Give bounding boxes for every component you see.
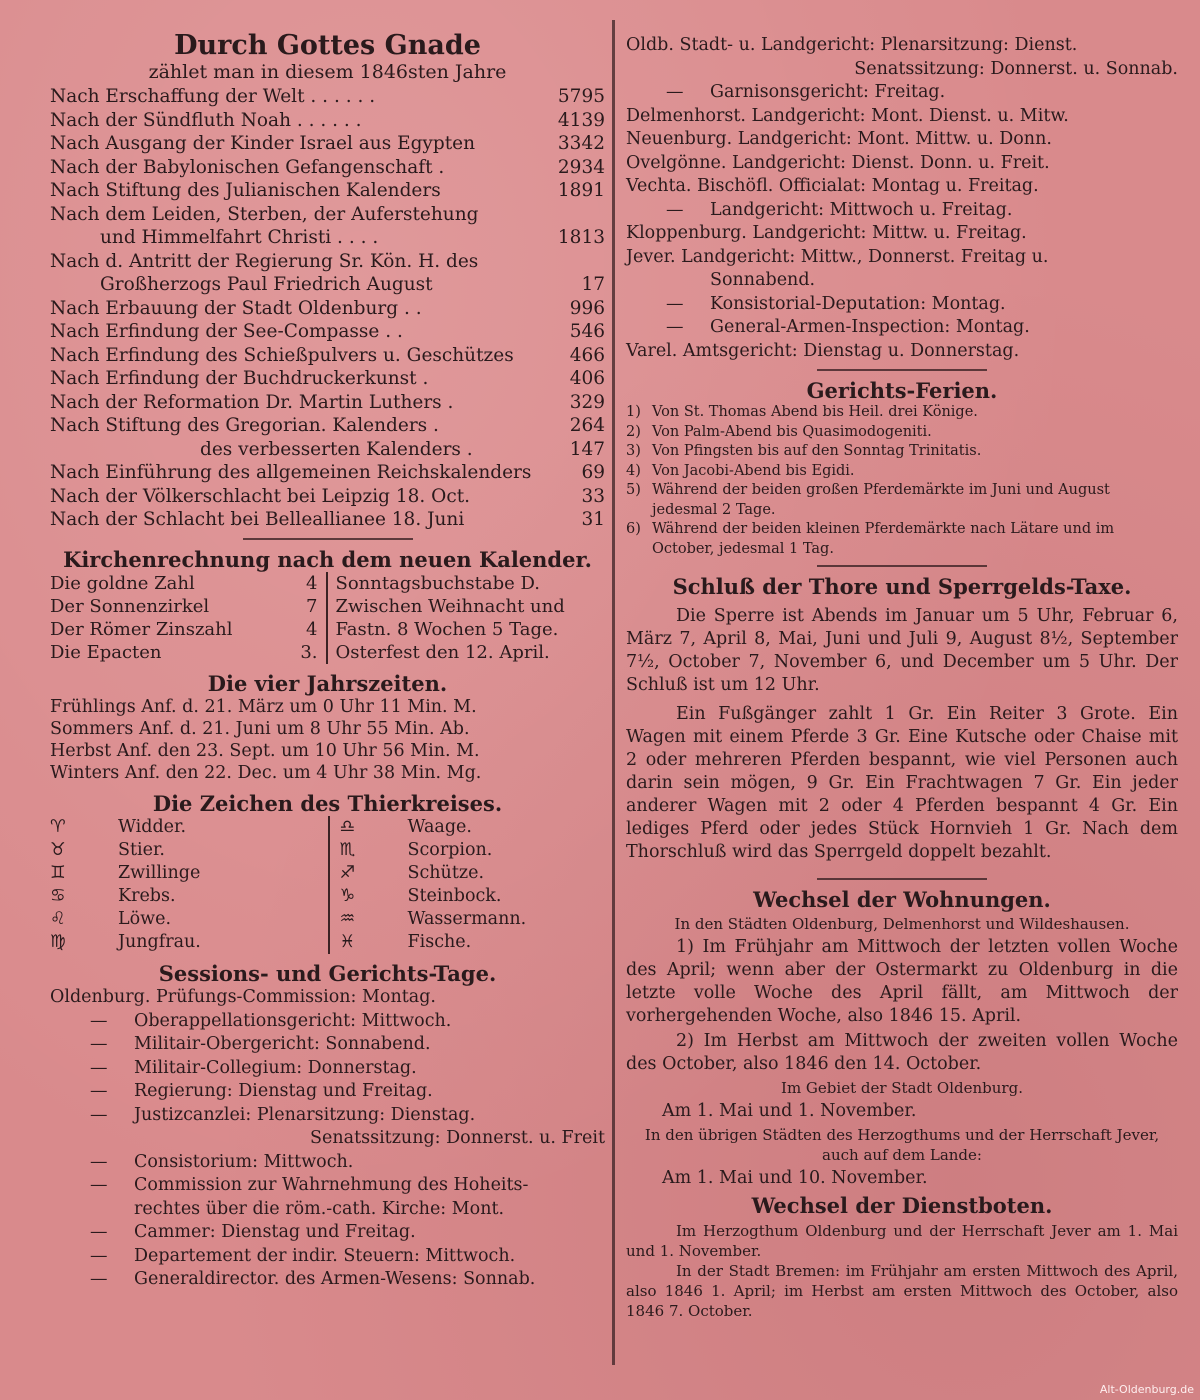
session-line: Sonnabend.	[710, 270, 816, 290]
ferien-item	[626, 481, 1178, 520]
era-row	[50, 297, 605, 321]
zodiac-name: Steinbock.	[407, 885, 502, 906]
ferien-item	[626, 520, 1178, 559]
ferien-number: 1)	[626, 404, 641, 421]
session-text: Regierung: Dienstag und Freitag.	[134, 1081, 433, 1102]
era-row	[50, 461, 605, 485]
main-subtitle: zählet man in diesem 1846sten Jahre	[148, 61, 507, 84]
ferien-text: Von St. Thomas Abend bis Heil. drei Könige.	[652, 404, 978, 421]
era-row	[50, 508, 605, 532]
session-text: Justizcanzlei: Plenarsitzung: Dienstag.	[134, 1104, 476, 1125]
era-years: 17	[581, 274, 605, 296]
season-line: Sommers Anf. d. 21. Juni um 8 Uhr 55 Min. Ab.	[50, 718, 470, 739]
era-text: Nach Erschaffung der Welt . . . . . .	[50, 86, 376, 108]
kirche-right-cell: Zwischen Weihnacht und	[335, 595, 565, 617]
kirche-value: 4	[306, 572, 318, 594]
kirche-label: Die goldne Zahl	[50, 572, 195, 594]
kirche-right-cell: Fastn. 8 Wochen 5 Tage.	[335, 618, 559, 640]
era-row	[50, 320, 605, 344]
session-line	[50, 1174, 605, 1198]
session-text: Oberappellationsgericht: Mittwoch.	[134, 1010, 452, 1031]
session-text: Consistorium: Mittwoch.	[134, 1151, 354, 1172]
era-years: 5795	[557, 86, 605, 108]
ferien-number: 5)	[626, 482, 641, 499]
wohnungen-paragraph-2: 2) Im Herbst am Mittwoch der zweiten vollen Woche des October, also 1846 den 14. October.	[626, 1031, 1178, 1075]
dash-mark: —	[666, 317, 684, 337]
era-row	[50, 344, 605, 368]
dienstboten-title: Wechsel der Dienstboten.	[751, 1193, 1053, 1219]
ferien-text: Von Jacobi-Abend bis Egidi.	[652, 462, 855, 479]
session-line	[626, 81, 1178, 105]
wohnungen-title: Wechsel der Wohnungen.	[753, 887, 1051, 913]
kirche-right-cell: Osterfest den 12. April.	[335, 641, 550, 663]
session-line	[626, 293, 1178, 317]
zodiac-sign-icon: ♏	[339, 839, 356, 860]
session-text: Landgericht: Mittwoch u. Freitag.	[710, 199, 1013, 220]
era-years: 1891	[557, 180, 605, 202]
season-line: Frühlings Anf. d. 21. März um 0 Uhr 11 Min. M.	[50, 696, 477, 717]
era-row	[50, 250, 605, 274]
era-text: Nach Ausgang der Kinder Israel aus Egypten	[50, 133, 476, 155]
era-text: Nach Erfindung der Buchdruckerkunst .	[50, 368, 429, 390]
session-line: rechtes über die röm.-cath. Kirche: Mont.	[134, 1198, 505, 1219]
session-line	[50, 1245, 605, 1269]
wohnungen-paragraph-1: 1) Im Frühjahr am Mittwoch der letzten vollen Woche des April; wenn aber der Ostermarkt zu Oldenburg in die letzte volle Woche des April fällt, am Mittwoch der vorhergehenden Woche, also 1846 15. April.	[626, 937, 1178, 1027]
thierkreis-title: Die Zeichen des Thierkreises.	[152, 790, 503, 816]
sessions-title: Sessions- und Gerichts-Tage.	[158, 960, 497, 986]
session-line	[626, 199, 1178, 223]
thierkreis-table	[50, 816, 605, 954]
zodiac-cell	[328, 839, 606, 862]
ferien-text: Während der beiden großen Pferdemärkte im Juni und August jedesmal 2 Tage.	[652, 482, 1110, 518]
session-text: Konsistorial-Deputation: Montag.	[710, 293, 1006, 314]
ferien-text: Von Palm-Abend bis Quasimodogeniti.	[652, 423, 932, 440]
section-rule	[243, 538, 413, 540]
zodiac-name: Krebs.	[118, 885, 176, 906]
era-row	[50, 226, 605, 250]
section-rule	[817, 369, 987, 371]
era-years: 466	[569, 344, 605, 366]
ferien-number: 3)	[626, 443, 641, 460]
era-years: 406	[569, 368, 605, 390]
kirche-right-cell: Sonntagsbuchstabe D.	[335, 572, 540, 594]
era-row	[50, 391, 605, 415]
session-line: Delmenhorst. Landgericht: Mont. Dienst. u. Mitw.	[626, 105, 1069, 126]
era-row	[50, 485, 605, 509]
era-years: 2934	[557, 156, 605, 178]
era-text: Nach dem Leiden, Sterben, der Auferstehung	[50, 203, 479, 225]
session-line: Vechta. Bischöfl. Officialat: Montag u. Freitag.	[626, 176, 1039, 196]
dash-mark: —	[90, 1151, 108, 1172]
column-divider	[612, 20, 615, 1365]
kirche-value: 3.	[300, 641, 318, 663]
zodiac-sign-icon: ♈	[50, 816, 66, 837]
kirche-left-cell	[50, 572, 328, 595]
session-line: Neuenburg. Landgericht: Mont. Mittw. u. Donn.	[626, 129, 1052, 149]
era-years: 31	[581, 509, 605, 531]
jahrszeiten-list	[50, 696, 605, 784]
era-years: 264	[569, 415, 605, 437]
zodiac-cell	[50, 885, 328, 908]
dash-mark: —	[666, 199, 684, 220]
era-years: 1813	[557, 227, 605, 249]
dash-mark: —	[90, 1034, 108, 1055]
dash-mark: —	[666, 82, 684, 102]
era-text: und Himmelfahrt Christi . . . .	[100, 227, 379, 249]
dash-mark: —	[90, 1057, 108, 1078]
kirche-value: 7	[306, 595, 318, 617]
session-line: Oldb. Stadt- u. Landgericht: Plenarsitzung: Dienst.	[626, 35, 1078, 55]
ferien-list	[626, 403, 1178, 559]
session-text: Garnisonsgericht: Freitag.	[710, 82, 946, 102]
era-row	[50, 414, 605, 438]
ferien-text: Während der beiden kleinen Pferdemärkte nach Lätare und im October, jedesmal 1 Tag.	[652, 521, 1115, 557]
zodiac-sign-icon: ♊	[50, 862, 66, 883]
era-text: Nach der Völkerschlacht bei Leipzig 18. Oct.	[50, 485, 471, 507]
dash-mark: —	[90, 1104, 108, 1125]
era-text: Großherzogs Paul Friedrich August	[100, 274, 433, 296]
session-text: Departement der indir. Steuern: Mittwoch.	[134, 1245, 516, 1266]
session-line: Senatssitzung: Donnerst. u. Freit	[310, 1128, 605, 1149]
left-column	[50, 30, 605, 1292]
era-text: Nach Stiftung des Gregorian. Kalenders .	[50, 415, 439, 437]
zodiac-cell	[328, 931, 606, 954]
wohnungen-gebiet: Im Gebiet der Stadt Oldenburg.	[781, 1079, 1023, 1098]
kirche-left-cell	[50, 641, 328, 664]
zodiac-sign-icon: ♓	[339, 931, 356, 952]
wohnungen-gebiet-dates: Am 1. Mai und 1. November.	[662, 1101, 917, 1122]
ferien-number: 6)	[626, 521, 641, 538]
kirche-label: Der Römer Zinszahl	[50, 618, 233, 640]
zodiac-sign-icon: ♒	[339, 908, 356, 929]
zodiac-sign-icon: ♋	[50, 885, 66, 906]
kirche-label: Die Epacten	[50, 641, 162, 663]
thore-paragraph-2: Ein Fußgänger zahlt 1 Gr. Ein Reiter 3 Grote. Ein Wagen mit einem Pferde 3 Gr. Eine Kutsche oder Chaise mit 2 oder mehreren Pferden bespannt, wie viel Personen auch darin sein mögen, 9 Gr. Ein Frachtwagen 7 Gr. Ein jeder anderer Wagen mit 2 oder 4 Pferden bespannt 4 Gr. Ein lediges Pferd oder jedes Stück Hornvieh 1 Gr. Nach dem Thorschluß wird das Sperrgeld doppelt bezahlt.	[626, 704, 1178, 863]
era-row	[50, 438, 605, 462]
era-row	[50, 132, 605, 156]
session-line: Ovelgönne. Landgericht: Dienst. Donn. u. Freit.	[626, 152, 1050, 173]
zodiac-name: Widder.	[118, 816, 187, 837]
season-line: Winters Anf. den 22. Dec. um 4 Uhr 38 Min. Mg.	[50, 762, 482, 783]
zodiac-sign-icon: ♎	[339, 816, 356, 837]
ferien-text: Von Pfingsten bis auf den Sonntag Trinitatis.	[652, 443, 982, 460]
section-rule	[817, 878, 987, 880]
era-text: Nach Erfindung der See-Compasse . .	[50, 321, 403, 343]
era-text: Nach Erfindung des Schießpulvers u. Geschützes	[50, 344, 514, 366]
zodiac-cell	[50, 839, 328, 862]
zodiac-sign-icon: ♐	[339, 862, 356, 883]
right-column	[626, 34, 1178, 1321]
wohnungen-intro: In den Städten Oldenburg, Delmenhorst und Wildeshausen.	[674, 915, 1130, 934]
session-line	[50, 1010, 605, 1034]
ferien-title: Gerichts-Ferien.	[806, 378, 998, 403]
zodiac-name: Zwillinge	[118, 862, 201, 883]
session-line	[50, 1080, 605, 1104]
ferien-item	[626, 442, 1178, 462]
session-line: Varel. Amtsgericht: Dienstag u. Donnerstag.	[626, 340, 1020, 361]
era-text: Nach Erbauung der Stadt Oldenburg . .	[50, 297, 422, 319]
era-years: 329	[569, 391, 605, 413]
wohnungen-uebrige: In den übrigen Städten des Herzogthums und der Herrschaft Jever, auch auf dem Lande:	[644, 1126, 1160, 1165]
session-line	[50, 1104, 605, 1128]
zodiac-cell	[328, 816, 606, 839]
session-line: Oldenburg. Prüfungs-Commission: Montag.	[50, 987, 436, 1008]
ferien-item	[626, 403, 1178, 423]
section-rule	[817, 565, 987, 567]
era-years: 69	[581, 462, 605, 484]
session-text: Militair-Collegium: Donnerstag.	[134, 1057, 417, 1078]
zodiac-cell	[50, 908, 328, 931]
era-row	[50, 156, 605, 180]
zodiac-name: Waage.	[407, 816, 472, 837]
era-row	[50, 85, 605, 109]
session-text: Militair-Obergericht: Sonnabend.	[134, 1034, 431, 1055]
session-line: Senatssitzung: Donnerst. u. Sonnab.	[854, 58, 1178, 79]
dienstboten-paragraph-1: Im Herzogthum Oldenburg und der Herrschaft Jever am 1. Mai und 1. November.	[626, 1221, 1178, 1260]
thore-title: Schluß der Thore und Sperrgelds-Taxe.	[672, 574, 1132, 600]
era-text: Nach Einführung des allgemeinen Reichskalenders	[50, 462, 532, 484]
dash-mark: —	[90, 1245, 108, 1266]
era-years: 996	[569, 297, 605, 319]
dienstboten-paragraph-2: In der Stadt Bremen: im Frühjahr am ersten Mittwoch des April, also 1846 1. April; im Herbst am ersten Mittwoch des October, also 1846 7. October.	[626, 1261, 1178, 1320]
ferien-number: 4)	[626, 462, 641, 479]
kirche-value: 4	[306, 618, 318, 640]
session-line	[50, 1268, 605, 1292]
zodiac-sign-icon: ♉	[50, 839, 66, 860]
zodiac-cell	[50, 816, 328, 839]
thore-paragraph-1: Die Sperre ist Abends im Januar um 5 Uhr, Februar 6, März 7, April 8, Mai, Juni und Juli 9, August 8½, September 7½, October 7, November 6, und December um 5 Uhr. Der Schluß ist um 12 Uhr.	[626, 606, 1178, 696]
session-text: General-Armen-Inspection: Montag.	[710, 317, 1030, 337]
dash-mark: —	[90, 1010, 108, 1031]
zodiac-name: Fische.	[407, 931, 472, 952]
season-line: Herbst Anf. den 23. Sept. um 10 Uhr 56 Min. M.	[50, 740, 480, 761]
dash-mark: —	[666, 293, 684, 314]
dash-mark: —	[90, 1081, 108, 1102]
kirche-left-cell	[50, 618, 328, 641]
zodiac-name: Scorpion.	[407, 839, 493, 860]
ferien-item	[626, 423, 1178, 443]
era-row	[50, 367, 605, 391]
era-list	[50, 85, 605, 532]
session-line	[626, 316, 1178, 340]
session-text: Cammer: Dienstag und Freitag.	[134, 1222, 416, 1243]
session-line: Jever. Landgericht: Mittw., Donnerst. Freitag u.	[626, 246, 1049, 267]
era-row	[50, 109, 605, 133]
era-years: 3342	[557, 133, 605, 155]
era-years: 546	[569, 321, 605, 343]
era-text: Nach d. Antritt der Regierung Sr. Kön. H. des	[50, 250, 479, 272]
zodiac-name: Löwe.	[118, 908, 172, 929]
era-text: Nach der Babylonischen Gefangenschaft .	[50, 156, 445, 178]
era-years: 4139	[557, 109, 605, 131]
era-text: Nach der Reformation Dr. Martin Luthers .	[50, 391, 454, 413]
ferien-item	[626, 462, 1178, 482]
zodiac-sign-icon: ♑	[339, 885, 356, 906]
session-line	[50, 1221, 605, 1245]
era-years	[561, 250, 605, 274]
dash-mark: —	[90, 1222, 108, 1243]
session-line	[50, 1033, 605, 1057]
era-text: Nach der Schlacht bei Belleallianee 18. Juni	[50, 509, 465, 531]
session-text: Generaldirector. des Armen-Wesens: Sonnab.	[134, 1269, 536, 1290]
zodiac-cell	[50, 862, 328, 885]
era-text: Nach Stiftung des Julianischen Kalenders	[50, 180, 441, 202]
session-line	[50, 1151, 605, 1175]
source-credit: Alt-Oldenburg.de	[1099, 1383, 1194, 1396]
era-text: des verbesserten Kalenders .	[200, 438, 473, 460]
zodiac-cell	[328, 908, 606, 931]
zodiac-name: Jungfrau.	[118, 931, 201, 952]
zodiac-cell	[328, 862, 606, 885]
era-row	[50, 179, 605, 203]
wohnungen-uebrige-dates: Am 1. Mai und 10. November.	[662, 1168, 928, 1189]
main-title: Durch Gottes Gnade	[174, 30, 481, 61]
session-line: Kloppenburg. Landgericht: Mittw. u. Freitag.	[626, 223, 1027, 243]
sessions-list	[50, 986, 605, 1292]
ferien-number: 2)	[626, 423, 641, 440]
zodiac-sign-icon: ♌	[50, 908, 66, 929]
zodiac-name: Schütze.	[407, 862, 485, 883]
dash-mark: —	[90, 1175, 108, 1196]
session-text: Commission zur Wahrnehmung des Hoheits-	[134, 1175, 529, 1196]
kirchenrechnung-title: Kirchenrechnung nach dem neuen Kalender.	[63, 546, 592, 572]
zodiac-name: Stier.	[118, 839, 165, 860]
era-text: Nach der Sündfluth Noah . . . . . .	[50, 109, 362, 131]
era-years: 147	[569, 438, 605, 460]
session-line	[50, 1057, 605, 1081]
jahrszeiten-title: Die vier Jahrszeiten.	[207, 670, 448, 696]
zodiac-name: Wassermann.	[407, 908, 527, 929]
zodiac-cell	[50, 931, 328, 954]
gerichte-list	[626, 34, 1178, 363]
zodiac-sign-icon: ♍	[50, 931, 66, 952]
zodiac-cell	[328, 885, 606, 908]
era-years	[561, 203, 605, 227]
kirche-left-cell	[50, 595, 328, 618]
era-row	[50, 273, 605, 297]
kirchenrechnung-table	[50, 572, 605, 664]
era-years: 33	[581, 485, 605, 507]
dash-mark: —	[90, 1269, 108, 1290]
kirche-label: Der Sonnenzirkel	[50, 595, 210, 617]
era-row	[50, 203, 605, 227]
